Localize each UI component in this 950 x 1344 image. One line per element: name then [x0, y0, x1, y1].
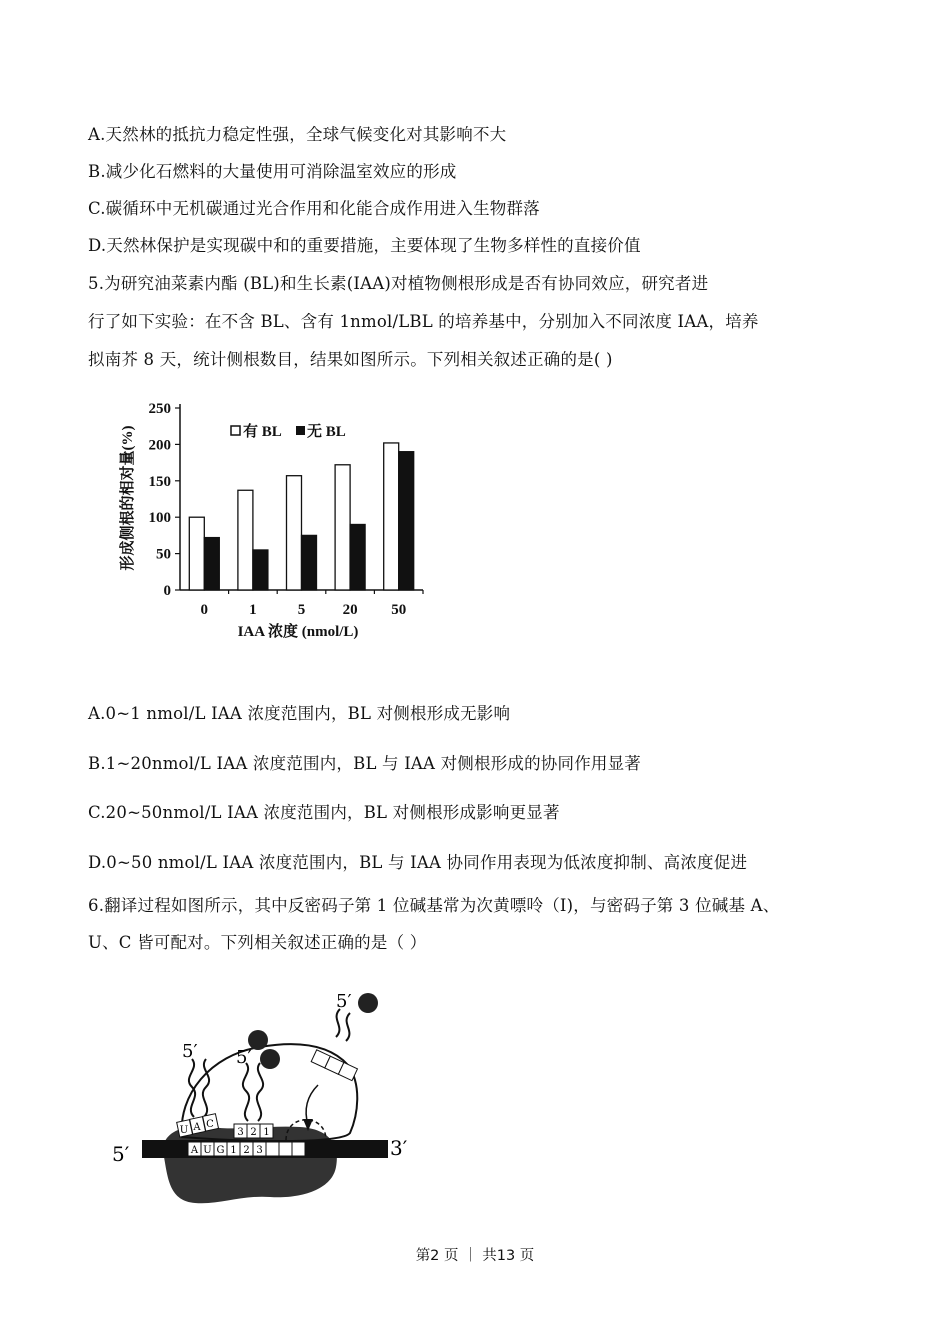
bar-with-bl-4	[384, 443, 399, 590]
y-tick-label-2: 100	[148, 510, 171, 527]
bl-iaa-bar-chart	[108, 390, 438, 648]
anticodon-2-base-3: 1	[263, 1127, 270, 1138]
trna-2-5-prime-label: 5′	[236, 1047, 252, 1068]
bar-with-bl-1	[238, 490, 253, 590]
incoming-amino-acid	[358, 993, 378, 1013]
bar-without-bl-1	[253, 550, 268, 590]
bar-without-bl-0	[204, 538, 219, 590]
codon-boxes	[188, 1142, 305, 1156]
q6-stem-line-1: 6.翻译过程如图所示，其中反密码子第 1 位碱基常为次黄嘌呤（I)，与密码子第 3 位碱基 A、	[88, 896, 780, 915]
x-tick-label-0: 0	[200, 602, 209, 618]
incoming-trna	[311, 991, 378, 1081]
amino-acid-2	[260, 1049, 280, 1069]
codon-base-3: G	[216, 1145, 225, 1156]
legend-label-with-bl: 有 BL	[243, 424, 282, 440]
chart-ylabel: 形成侧根的相对量(%)	[120, 425, 136, 571]
translation-diagram	[100, 985, 420, 1207]
q4-option-d: D.天然林保护是实现碳中和的重要措施，主要体现了生物多样性的直接价值	[88, 236, 641, 255]
anticodon-2-base-2: 2	[250, 1127, 257, 1138]
trna-2	[234, 1030, 280, 1138]
q5-option-c: C.20~50nmol/L IAA 浓度范围内，BL 对侧根形成影响更显著	[88, 803, 560, 822]
incoming-trna-5-prime-label: 5′	[336, 991, 352, 1012]
codon-base-2: U	[203, 1145, 212, 1156]
y-tick-label-3: 150	[148, 473, 171, 490]
trna-1-5-prime-label: 5′	[182, 1041, 198, 1062]
q4-option-c: C.碳循环中无机碳通过光合作用和化能合成作用进入生物群落	[88, 199, 540, 218]
q6-stem-line-2: U、C 皆可配对。下列相关叙述正确的是（ ）	[88, 933, 427, 952]
codon-base-6: 3	[256, 1145, 263, 1156]
legend-swatch-without-bl	[296, 426, 305, 435]
mrna-5-prime-label: 5′	[112, 1142, 130, 1166]
anticodon-1-base-2: A	[193, 1122, 201, 1133]
q4-option-a: A.天然林的抵抗力稳定性强，全球气候变化对其影响不大	[88, 125, 507, 144]
y-tick-label-1: 50	[156, 546, 171, 563]
legend-swatch-with-bl	[231, 426, 240, 435]
anticodon-1-base-3: C	[206, 1119, 214, 1130]
bar-with-bl-0	[189, 517, 204, 590]
y-tick-label-5: 250	[148, 401, 171, 417]
q5-stem-line-2: 行了如下实验：在不含 BL、含有 1nmol/LBL 的培养基中，分别加入不同浓度 IAA，培养	[88, 312, 759, 331]
q5-option-a: A.0~1 nmol/L IAA 浓度范围内，BL 对侧根形成无影响	[88, 704, 511, 723]
x-tick-label-3: 20	[342, 602, 358, 618]
bar-without-bl-2	[302, 535, 317, 590]
chart-xlabel: IAA 浓度 (nmol/L)	[237, 624, 359, 640]
anticodon-1-base-1: U	[179, 1125, 189, 1136]
bar-with-bl-2	[287, 476, 302, 590]
q4-option-b: B.减少化石燃料的大量使用可消除温室效应的形成	[88, 162, 457, 181]
codon-base-5: 2	[243, 1145, 250, 1156]
q5-stem-line-1: 5.为研究油菜素内酯 (BL)和生长素(IAA)对植物侧根形成是否有协同效应，研究者进	[88, 274, 709, 293]
q5-stem-line-3: 拟南芥 8 天，统计侧根数目，结果如图所示。下列相关叙述正确的是( )	[88, 350, 613, 369]
x-tick-label-1: 1	[249, 602, 257, 618]
bar-without-bl-3	[350, 524, 365, 590]
bar-without-bl-4	[399, 452, 414, 590]
legend-label-without-bl: 无 BL	[307, 424, 346, 440]
page-footer: 第2 页 ｜ 共13 页	[415, 1248, 535, 1264]
x-tick-label-4: 50	[391, 602, 407, 618]
y-tick-label-0: 0	[163, 583, 171, 599]
q5-option-b: B.1~20nmol/L IAA 浓度范围内，BL 与 IAA 对侧根形成的协同作用显著	[88, 754, 641, 773]
bar-with-bl-3	[335, 465, 350, 590]
anticodon-2-base-1: 3	[237, 1127, 244, 1138]
codon-base-1: A	[190, 1145, 199, 1156]
trna-1	[177, 1041, 219, 1137]
codon-base-4: 1	[230, 1145, 237, 1156]
x-tick-label-2: 5	[297, 602, 306, 618]
y-tick-label-4: 200	[148, 437, 171, 454]
q5-option-d: D.0~50 nmol/L IAA 浓度范围内，BL 与 IAA 协同作用表现为低浓度抑制、高浓度促进	[88, 853, 748, 872]
mrna-3-prime-label: 3′	[390, 1136, 408, 1160]
